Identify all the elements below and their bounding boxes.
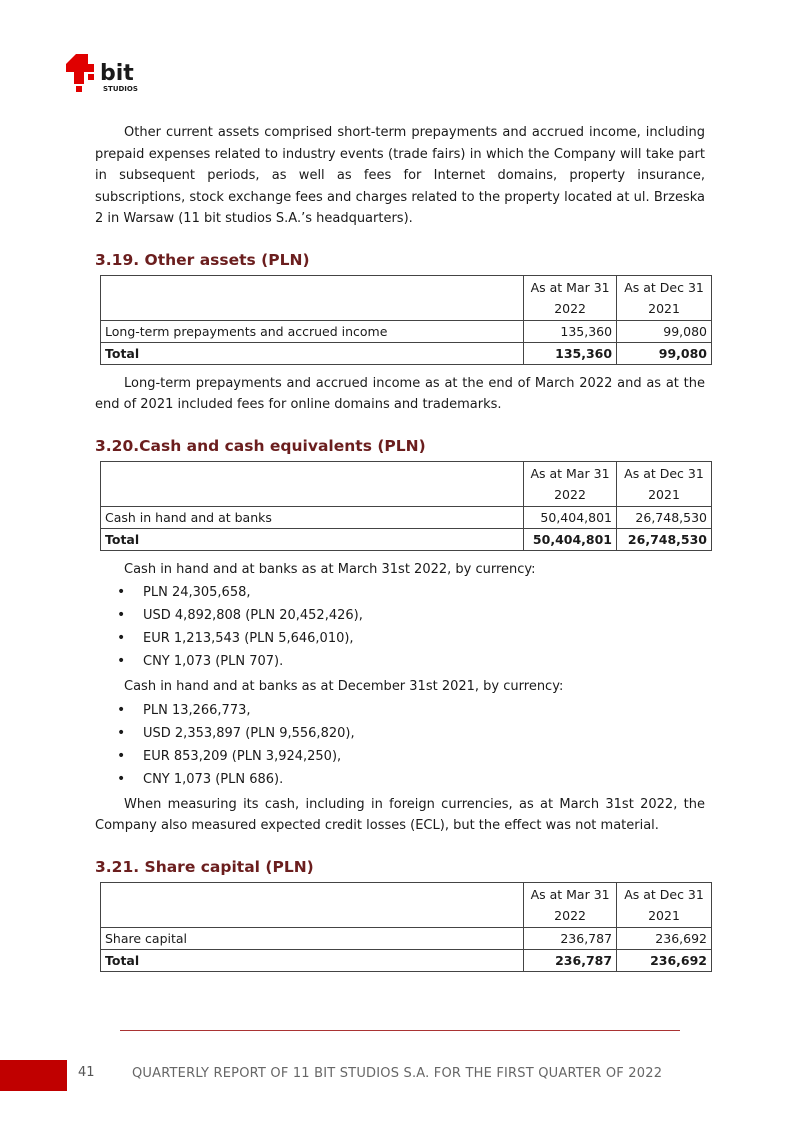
list-item: • EUR 1,213,543 (PLN 5,646,010), [117,627,705,650]
table-total-row: Total 236,787 236,692 [101,949,712,971]
list-item: • PLN 24,305,658, [117,581,705,604]
section-3-21-title: 3.21. Share capital (PLN) [95,857,314,876]
col-dec-2021: As at Dec 31 2021 [617,882,712,927]
page-content [95,122,705,980]
mar-currency-lead: Cash in hand and at banks as at March 31st 2022, by currency: [124,561,536,577]
table-total-row: Total 50,404,801 26,748,530 [101,528,712,550]
table-header-row [101,275,712,320]
table-row: Cash in hand and at banks 50,404,801 26,748,530 [101,506,712,528]
table-row: Share capital 236,787 236,692 [101,927,712,949]
other-assets-note: Long-term prepayments and accrued income as at the end of March 2022 and as at the end of 2021 included fees for online domains and trademarks. [95,375,705,412]
page-number: 41 [78,1065,95,1080]
col-dec-2021: As at Dec 31 2021 [617,461,712,506]
svg-text:bit: bit [100,61,134,86]
section-3-20-title: 3.20.Cash and cash equivalents (PLN) [95,436,426,455]
mar-currency-list [117,581,705,673]
list-item: • CNY 1,073 (PLN 707). [117,650,705,673]
col-mar-2022: As at Mar 31 2022 [524,461,617,506]
col-mar-2022: As at Mar 31 2022 [524,882,617,927]
intro-paragraph: Other current assets comprised short-term prepayments and accrued income, including prepaid expenses related to industry events (trade fairs) in which the Company will take part in subsequent periods, as well as fees for Internet domains, property insurance, subscriptions, stock exchange fees and charges related to the property located at ul. Brzeska 2 in Warsaw (11 bit studios S.A.’s headquarters). [95,125,705,226]
list-item: • EUR 853,209 (PLN 3,924,250), [117,745,705,768]
dec-currency-lead: Cash in hand and at banks as at December 31st 2021, by currency: [124,679,564,694]
cash-ecl-note: When measuring its cash, including in foreign currencies, as at March 31st 2022, the Company also measured expected credit losses (ECL), but the effect was not material. [95,796,705,833]
list-item: • USD 4,892,808 (PLN 20,452,426), [117,604,705,627]
cash-table [100,461,712,551]
other-assets-table [100,275,712,365]
company-logo [66,50,148,94]
table-header-row [101,461,712,506]
share-capital-table [100,882,712,972]
list-item: • USD 2,353,897 (PLN 9,556,820), [117,722,705,745]
table-row: Long-term prepayments and accrued income 135,360 99,080 [101,320,712,342]
col-dec-2021: As at Dec 31 2021 [617,275,712,320]
list-item: • CNY 1,073 (PLN 686). [117,768,705,791]
table-total-row: Total 135,360 99,080 [101,342,712,364]
table-header-row [101,882,712,927]
footer-accent-block [0,1060,67,1091]
dec-currency-list [117,699,705,791]
list-item: • PLN 13,266,773, [117,699,705,722]
col-mar-2022: As at Mar 31 2022 [524,275,617,320]
footer-title: QUARTERLY REPORT OF 11 BIT STUDIOS S.A. FOR THE FIRST QUARTER OF 2022 [132,1066,663,1081]
section-3-19-title: 3.19. Other assets (PLN) [95,250,310,269]
footer-divider [120,1030,680,1031]
svg-text:STUDIOS: STUDIOS [103,85,138,93]
